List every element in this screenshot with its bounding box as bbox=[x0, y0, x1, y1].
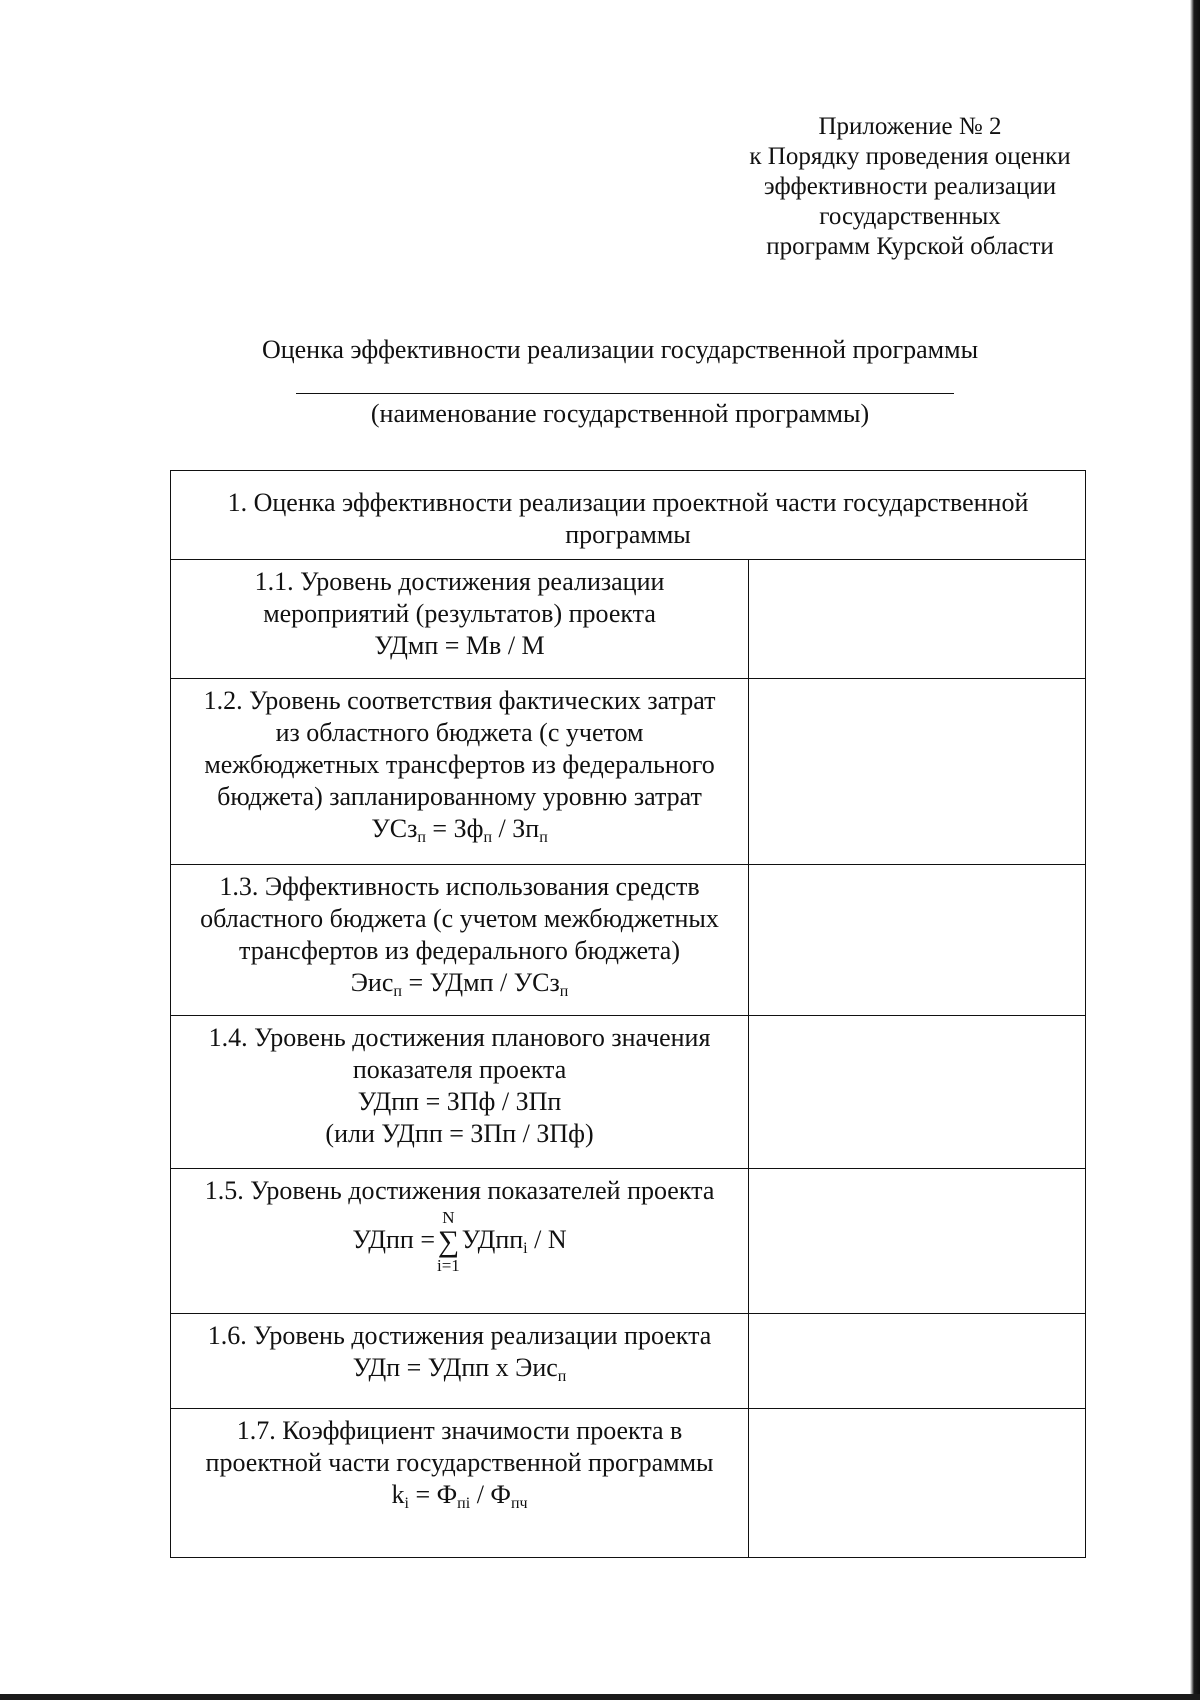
indicator-line: из областного бюджета (с учетом bbox=[275, 718, 644, 747]
indicator-cell bbox=[171, 1016, 749, 1169]
indicator-cell bbox=[171, 1169, 749, 1314]
table-header-row bbox=[171, 471, 1086, 560]
formula-subscript: i bbox=[523, 1239, 528, 1257]
indicator-line: областного бюджета (с учетом межбюджетных bbox=[200, 904, 719, 933]
indicator-cell bbox=[171, 865, 749, 1016]
table-row bbox=[171, 1169, 1086, 1314]
indicator-line: 1.3. Эффективность использования средств bbox=[219, 872, 700, 901]
indicator-line: 1.7. Коэффициент значимости проекта в bbox=[236, 1416, 683, 1445]
sigma-icon: ∑ bbox=[437, 1225, 460, 1258]
indicator-line: 1.5. Уровень достижения показателей проекта bbox=[204, 1176, 715, 1205]
indicator-line: 1.1. Уровень достижения реализации bbox=[254, 567, 665, 596]
indicator-line: показателя проекта bbox=[352, 1055, 567, 1084]
summation-sign bbox=[437, 1209, 460, 1275]
header-line: 1. Оценка эффективности реализации проектной части государственной bbox=[227, 488, 1029, 517]
formula-subscript: i bbox=[404, 1495, 409, 1512]
value-cell[interactable] bbox=[749, 679, 1086, 865]
formula-part: / N bbox=[534, 1224, 567, 1254]
value-cell[interactable] bbox=[749, 1409, 1086, 1558]
value-cell[interactable] bbox=[749, 1016, 1086, 1169]
indicator-line: мероприятий (результатов) проекта bbox=[263, 599, 656, 628]
value-cell[interactable] bbox=[749, 560, 1086, 679]
page-bottom-edge bbox=[0, 1694, 1200, 1700]
indicator-cell bbox=[171, 679, 749, 865]
formula-subscript: п bbox=[483, 829, 493, 846]
indicator-line: 1.4. Уровень достижения планового значения bbox=[208, 1023, 711, 1052]
indicator-line: трансфертов из федерального бюджета) bbox=[239, 936, 681, 965]
formula-part: = Ф bbox=[408, 1480, 458, 1509]
annex-line: Приложение № 2 bbox=[818, 113, 1002, 140]
formula-part: / Ф bbox=[470, 1480, 511, 1509]
formula-subscript: п bbox=[559, 983, 569, 1000]
formula-subscript: пi bbox=[457, 1495, 471, 1512]
document-title: Оценка эффективности реализации государственной программы bbox=[261, 335, 979, 364]
summation-upper-limit: N bbox=[442, 1208, 455, 1227]
program-name-caption: (наименование государственной программы) bbox=[370, 399, 870, 428]
program-name-blank-line bbox=[296, 393, 954, 394]
indicator-line: проектной части государственной программы bbox=[205, 1448, 714, 1477]
formula-subscript: п bbox=[557, 1368, 567, 1385]
indicator-line: 1.2. Уровень соответствия фактических затрат bbox=[203, 686, 716, 715]
table-row bbox=[171, 679, 1086, 865]
indicator-line: 1.6. Уровень достижения реализации проекта bbox=[207, 1321, 712, 1350]
annex-line: эффективности реализации bbox=[763, 173, 1057, 200]
annex-note bbox=[700, 112, 1120, 262]
formula-subscript: п bbox=[417, 829, 426, 846]
indicator-line: межбюджетных трансфертов из федерального bbox=[204, 750, 715, 779]
indicator-cell bbox=[171, 560, 749, 679]
annex-line: к Порядку проведения оценки bbox=[749, 143, 1071, 170]
formula-subscript: п bbox=[393, 983, 402, 1000]
value-cell[interactable] bbox=[749, 1314, 1086, 1409]
table-header-cell bbox=[171, 471, 1086, 560]
evaluation-table bbox=[170, 470, 1086, 1558]
indicator-cell bbox=[171, 1314, 749, 1409]
table-row bbox=[171, 560, 1086, 679]
formula-part: УСз bbox=[371, 814, 418, 843]
table-row bbox=[171, 865, 1086, 1016]
indicator-formula bbox=[175, 1209, 744, 1275]
value-cell[interactable] bbox=[749, 865, 1086, 1016]
formula-part: УДпп = bbox=[352, 1224, 435, 1254]
formula-part: / Зп bbox=[492, 814, 540, 843]
header-line: программы bbox=[565, 520, 691, 549]
formula-subscript: пч bbox=[510, 1495, 528, 1512]
formula-part: = Зф bbox=[425, 814, 484, 843]
formula-subscript: п bbox=[539, 829, 548, 846]
table-row bbox=[171, 1314, 1086, 1409]
indicator-line: бюджета) запланированному уровню затрат bbox=[217, 782, 702, 811]
table-row bbox=[171, 1409, 1086, 1558]
indicator-formula: УДпп = ЗПф / ЗПп bbox=[357, 1087, 562, 1116]
formula-part: УДпп bbox=[461, 1224, 524, 1254]
annex-line: государственных bbox=[819, 203, 1001, 230]
formula-part: Эис bbox=[350, 968, 394, 997]
indicator-formula bbox=[175, 813, 744, 845]
value-cell[interactable] bbox=[749, 1169, 1086, 1314]
indicator-formula bbox=[175, 1352, 744, 1384]
formula-part: УДп = УДпп х Эис bbox=[352, 1353, 558, 1382]
indicator-formula bbox=[175, 1479, 744, 1511]
summation-lower-limit: i=1 bbox=[436, 1256, 460, 1275]
formula-part: = УДмп / УСз bbox=[401, 968, 560, 997]
indicator-cell bbox=[171, 1409, 749, 1558]
indicator-formula: (или УДпп = ЗПп / ЗПф) bbox=[325, 1119, 594, 1148]
indicator-formula bbox=[175, 967, 744, 999]
table-row bbox=[171, 1016, 1086, 1169]
indicator-formula: УДмп = Мв / М bbox=[374, 631, 545, 660]
formula-part: k bbox=[391, 1480, 405, 1509]
page-edge-shadow bbox=[1190, 0, 1200, 1700]
annex-line: программ Курской области bbox=[766, 233, 1054, 260]
